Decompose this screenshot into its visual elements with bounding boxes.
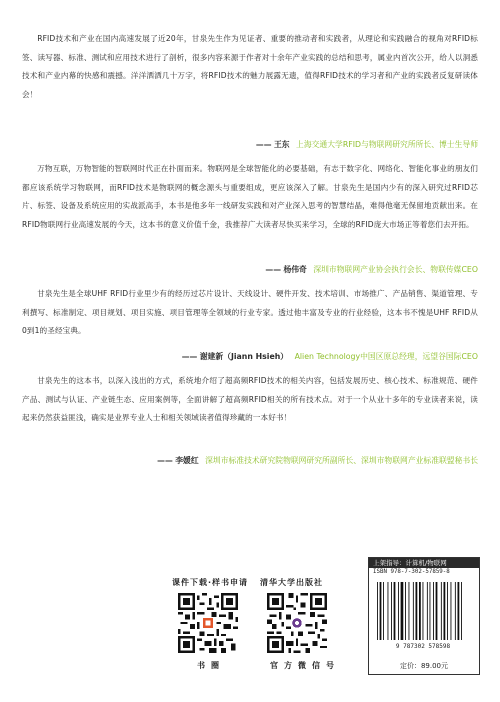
qr-right-caption: 官方微信号 [270, 661, 340, 670]
reviewer-title: 深圳市标准技术研究院物联网研究所副所长、深圳市物联网产业标准联盟秘书长 [205, 456, 478, 465]
isbn-number: ISBN 978-7-302-57859-8 [373, 569, 450, 575]
isbn-barcode-box [368, 557, 480, 675]
barcode-digits: 9 787302 578598 [395, 643, 451, 650]
qr-left-caption: 书圈 [197, 661, 225, 670]
review-3-signature [182, 350, 478, 364]
reviewer-name: 李媛红 [175, 456, 199, 465]
review-1 [22, 30, 478, 104]
reviewer-title: Alien Technology中国区原总经理，远望谷国际CEO [294, 352, 478, 361]
signature-dash: —— [255, 140, 272, 149]
signature-dash: —— [181, 352, 198, 361]
reviewer-title: 深圳市物联网产业协会执行会长、物联传媒CEO [313, 265, 478, 274]
price: 定价：89.00元 [399, 662, 449, 670]
review-4-text: 甘泉先生的这本书，以深入浅出的方式，系统地介绍了超高频RFID技术的相关内容，包括发展历史、核心技术、标准规范、硬件产品、测试与认证、产业链生态、应用案例等，全面讲解了超高频RFID相关的所有技术点。对于一个从业十多年的专业读者来说，读起来仍然获益匪浅，确实是业界专业人士和相关领域读者值得珍藏的一本好书！ [22, 376, 478, 423]
shelving-category: 上架指导：计算机/物联网 [369, 558, 479, 568]
review-3 [22, 285, 478, 341]
review-2-signature [265, 263, 478, 277]
review-1-text: RFID技术和产业在国内高速发展了近20年，甘泉先生作为见证者、重要的推动者和实践者，从理论和实践融合的视角对RFID标签、读写器、标准、测试和应用技术进行了剖析，很多内容来源于作者对十余年产业实践的总结和思考，属业内首次公开，给人以洞悉技术和产业内幕的快感和震撼。洋洋洒洒几十万字，将RFID技术的魅力展露无遗，值得RFID技术的学习者和产业的实践者反复研读体会！ [22, 34, 478, 99]
review-1-signature [256, 138, 478, 152]
shuquan-qr-code[interactable] [178, 593, 238, 653]
review-2 [22, 160, 478, 234]
barcode-graphic [374, 580, 472, 650]
signature-dash: —— [157, 456, 173, 465]
qr-left-label: 课件下载·样书申请 [172, 578, 249, 587]
reviewer-name: 王东 [273, 140, 290, 149]
review-2-text: 万物互联，万物智能的智联网时代正在扑面而来。物联网是全球智能化的必要基础，有志于数字化、网络化、智能化事业的朋友们都应该系统学习物联网，而RFID技术是物联网的概念源头与重要组成，更应该深入了解。甘泉先生是国内少有的深入研究过RFID芯片、标签、设备及系统应用的实战派高手，本书是他多年一线研发实践和对产业深入思考的智慧结晶，难得他毫无保留地贡献出来。在RFID物联网行业高速发展的今天，这本书的意义价值千金，我推荐广大读者尽快买来学习，全球的RFID庞大市场正等着您们去开拓。 [22, 164, 478, 229]
reviewer-name: 谢建新（Jiann Hsieh） [199, 352, 289, 361]
qr-right-label: 清华大学出版社 [260, 578, 323, 587]
review-3-text: 甘泉先生是全球UHF RFID行业里少有的经历过芯片设计、天线设计、硬件开发、技术培训、市场推广、产品销售、渠道管理、专利撰写、标准制定、项目规划、项目实施、项目管理等全领域的行业专家。透过他丰富及专业的行业经验，这本书不愧是UHF RFID从0到1的圣经宝典。 [22, 289, 478, 336]
review-4 [22, 372, 478, 428]
reviewer-title: 上海交通大学RFID与物联网研究所所长、博士生导师 [296, 140, 478, 149]
signature-dash: —— [265, 265, 281, 274]
review-4-signature [157, 454, 478, 468]
tup-wechat-qr-code[interactable] [267, 593, 327, 653]
reviewer-name: 杨伟奇 [283, 265, 307, 274]
